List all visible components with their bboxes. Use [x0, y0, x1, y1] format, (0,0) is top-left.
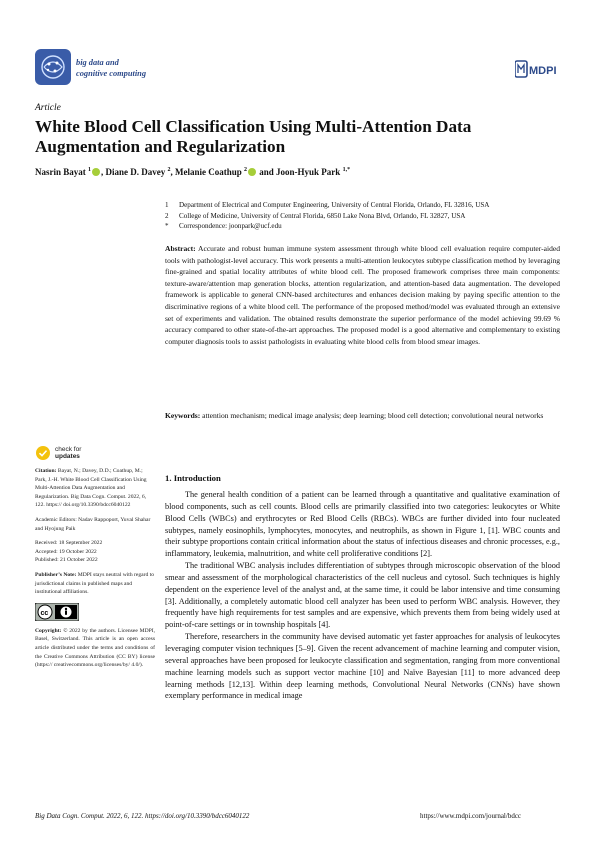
cc-by-license-icon[interactable] [35, 603, 79, 621]
orcid-icon[interactable] [248, 168, 256, 176]
abstract-text: Accurate and robust human immune system assessment through white blood cell evaluation require computer-aided tools with pathologist-level accuracy. This work presents a multi-attention leukocytes subtype classification method by leveraging fine-grained and spatial locality attributes of white blood cell. The proposed framework comprises three main components: texture-aware/attention map generation blocks, attention regularization, and attention-based data augmentation. The developed framework is applicable to general CNN-based architectures and enhances decision making by paying specific attention to the discriminative regions of a white blood cell. The performance of the proposed method/model was evaluated through an extensive set of experiments and validation. The obtained results demonstrate the superior performance of the model achieving 99.69 % accuracy compared to other state-of-the-art approaches. The proposed model is a good alternative and complementary to existing computer diagnosis tools to assist pathologists in evaluating white blood cells from blood smear images. [165, 244, 560, 346]
journal-name [76, 57, 146, 79]
accepted-date: Accepted: 19 October 2022 [35, 548, 97, 555]
paper-title: White Blood Cell Classification Using Multi-Attention Data Augmentation and Regularization [35, 117, 472, 156]
journal-name-line2: cognitive computing [76, 69, 147, 78]
paragraph: Therefore, researchers in the community have devised automatic yet faster approaches for analysis of leukocytes leveraging computer vision techniques [5–9]. Given the recent advancement of machine learning and computer vision, several approaches have been proposed for leukocyte classification and segmentation, ranging from more conventional machine learning models such as support vector machine [10] and Naïve Bayesian [11] to more advanced deep learning methods [12,13]. Within deep learning methods, Convolutional Neural Networks (CNNs) have shown exemplary performance in medical image [165, 632, 560, 701]
affiliation-1: 1 Department of Electrical and Computer Engineering, University of Central Florida, Orlando, FL 32816, USA [165, 201, 490, 209]
keywords [165, 410, 560, 422]
article-type: Article [35, 103, 61, 113]
published-date: Published: 21 October 2022 [35, 557, 98, 564]
check-updates-line1: check for [55, 446, 82, 453]
mdpi-logo-icon [515, 59, 559, 79]
sidebar [35, 445, 155, 676]
academic-editors: Academic Editors: Nadav Rappoport, Yuval Shahar and Hyojung Paik [35, 516, 151, 532]
author-4[interactable]: Joon-Hyuk Park $^{1,*}$ [276, 167, 351, 177]
correspondence: * Correspondence: joonpark@ucf.edu [165, 222, 282, 230]
publisher-note: Publisher’s Note: MDPI stays neutral with regard to jurisdictional claims in published maps and institutional affiliations. [35, 571, 155, 596]
footer-journal-link[interactable]: https://www.mdpi.com/journal/bdcc [420, 812, 522, 820]
copyright: Copyright: © 2022 by the authors. Licensee MDPI, Basel, Switzerland. This article is an open access article distributed under the terms and conditions of the Creative Commons Attribution (CC BY) license (https:// creativecommons.org/licenses/by/ 4.0/). [35, 627, 155, 669]
footer-citation: Big Data Cogn. Comput. 2022, 6, 122. https://doi.org/10.3390/bdcc6040122 [35, 812, 250, 820]
introduction-body [165, 489, 560, 702]
mdpi-logo-text: MDPI [529, 65, 557, 77]
section-heading-introduction: 1. Introduction [165, 473, 221, 483]
author-2[interactable]: Diane D. Davey $^2$ [105, 167, 171, 177]
journal-name-line1: big data and [76, 58, 119, 67]
check-updates-icon [35, 445, 51, 461]
check-updates-button[interactable] [35, 445, 155, 461]
keywords-text: attention mechanism; medical image analysis; deep learning; blood cell detection; convolutional neural networks [202, 411, 544, 420]
affiliation-2: 2 College of Medicine, University of Central Florida, 6850 Lake Nona Blvd, Orlando, FL 32827, USA [165, 211, 466, 220]
received-date: Received: 18 September 2022 [35, 540, 103, 547]
keywords-label: Keywords: [165, 411, 201, 420]
orcid-icon[interactable] [92, 168, 100, 176]
svg-text:cc: cc [40, 609, 49, 617]
paragraph: The general health condition of a patient can be learned through a quantitative and qualitative examination of blood components, such as cell counts. Blood cells are primarily classified into two categories: leukocytes or White Blood Cells (WBCs) and erythrocytes or Red Blood Cells (RBCs). WBCs are further divided into four nucleated subtypes, namely eosinophils, lymphocytes, monocytes, and neutrophils, as shown in Figure 1, [1]. WBC counts and their subtype proportions contain critical information about the status of infectious diseases and chronic processes, e.g., inflammatory, leukemia, malnutrition, and white cell proliferative conditions [2]. [165, 490, 560, 559]
author-1[interactable]: Nasrin Bayat $^1$ [35, 167, 101, 177]
abstract [165, 243, 560, 347]
affiliations [165, 200, 489, 232]
abstract-label: Abstract: [165, 244, 196, 253]
author-list: Nasrin Bayat $^1$ , Diane D. Davey $^2$, Melanie Coathup $^2$ and Joon-Hyuk Park $^{1,*}$ [35, 167, 351, 177]
dates [35, 539, 155, 565]
check-updates-line2: updates [55, 453, 80, 460]
citation: Citation: Bayat, N.; Davey, D.D.; Coathup, M.; Park, J.-H. White Blood Cell Classification Using Multi-Attention Data Augmentation and Regularization. Big Data Cogn. Comput. 2022, 6, 122. https:// doi.org/10.3390/bdcc6040122 [35, 468, 147, 509]
journal-logo-icon [35, 49, 71, 85]
author-3[interactable]: Melanie Coathup $^2$ [175, 167, 257, 177]
paragraph: The traditional WBC analysis includes differentiation of subtypes through microscopic observation of the blood smear and assessment of the morphological characteristics of the cell nucleus and cytosol. Such techniques is highly dependent on the experience level of the analyst and, at the same time, it could be labor intensive and time consuming [3]. Additionally, a completely automatic blood cell analyzer has been used to perform WBC analysis. However, they frequently have high requirements for test samples and are expensive, which prevents them from being widely used at point-of-care settings or in township hospitals [4]. [165, 561, 560, 630]
